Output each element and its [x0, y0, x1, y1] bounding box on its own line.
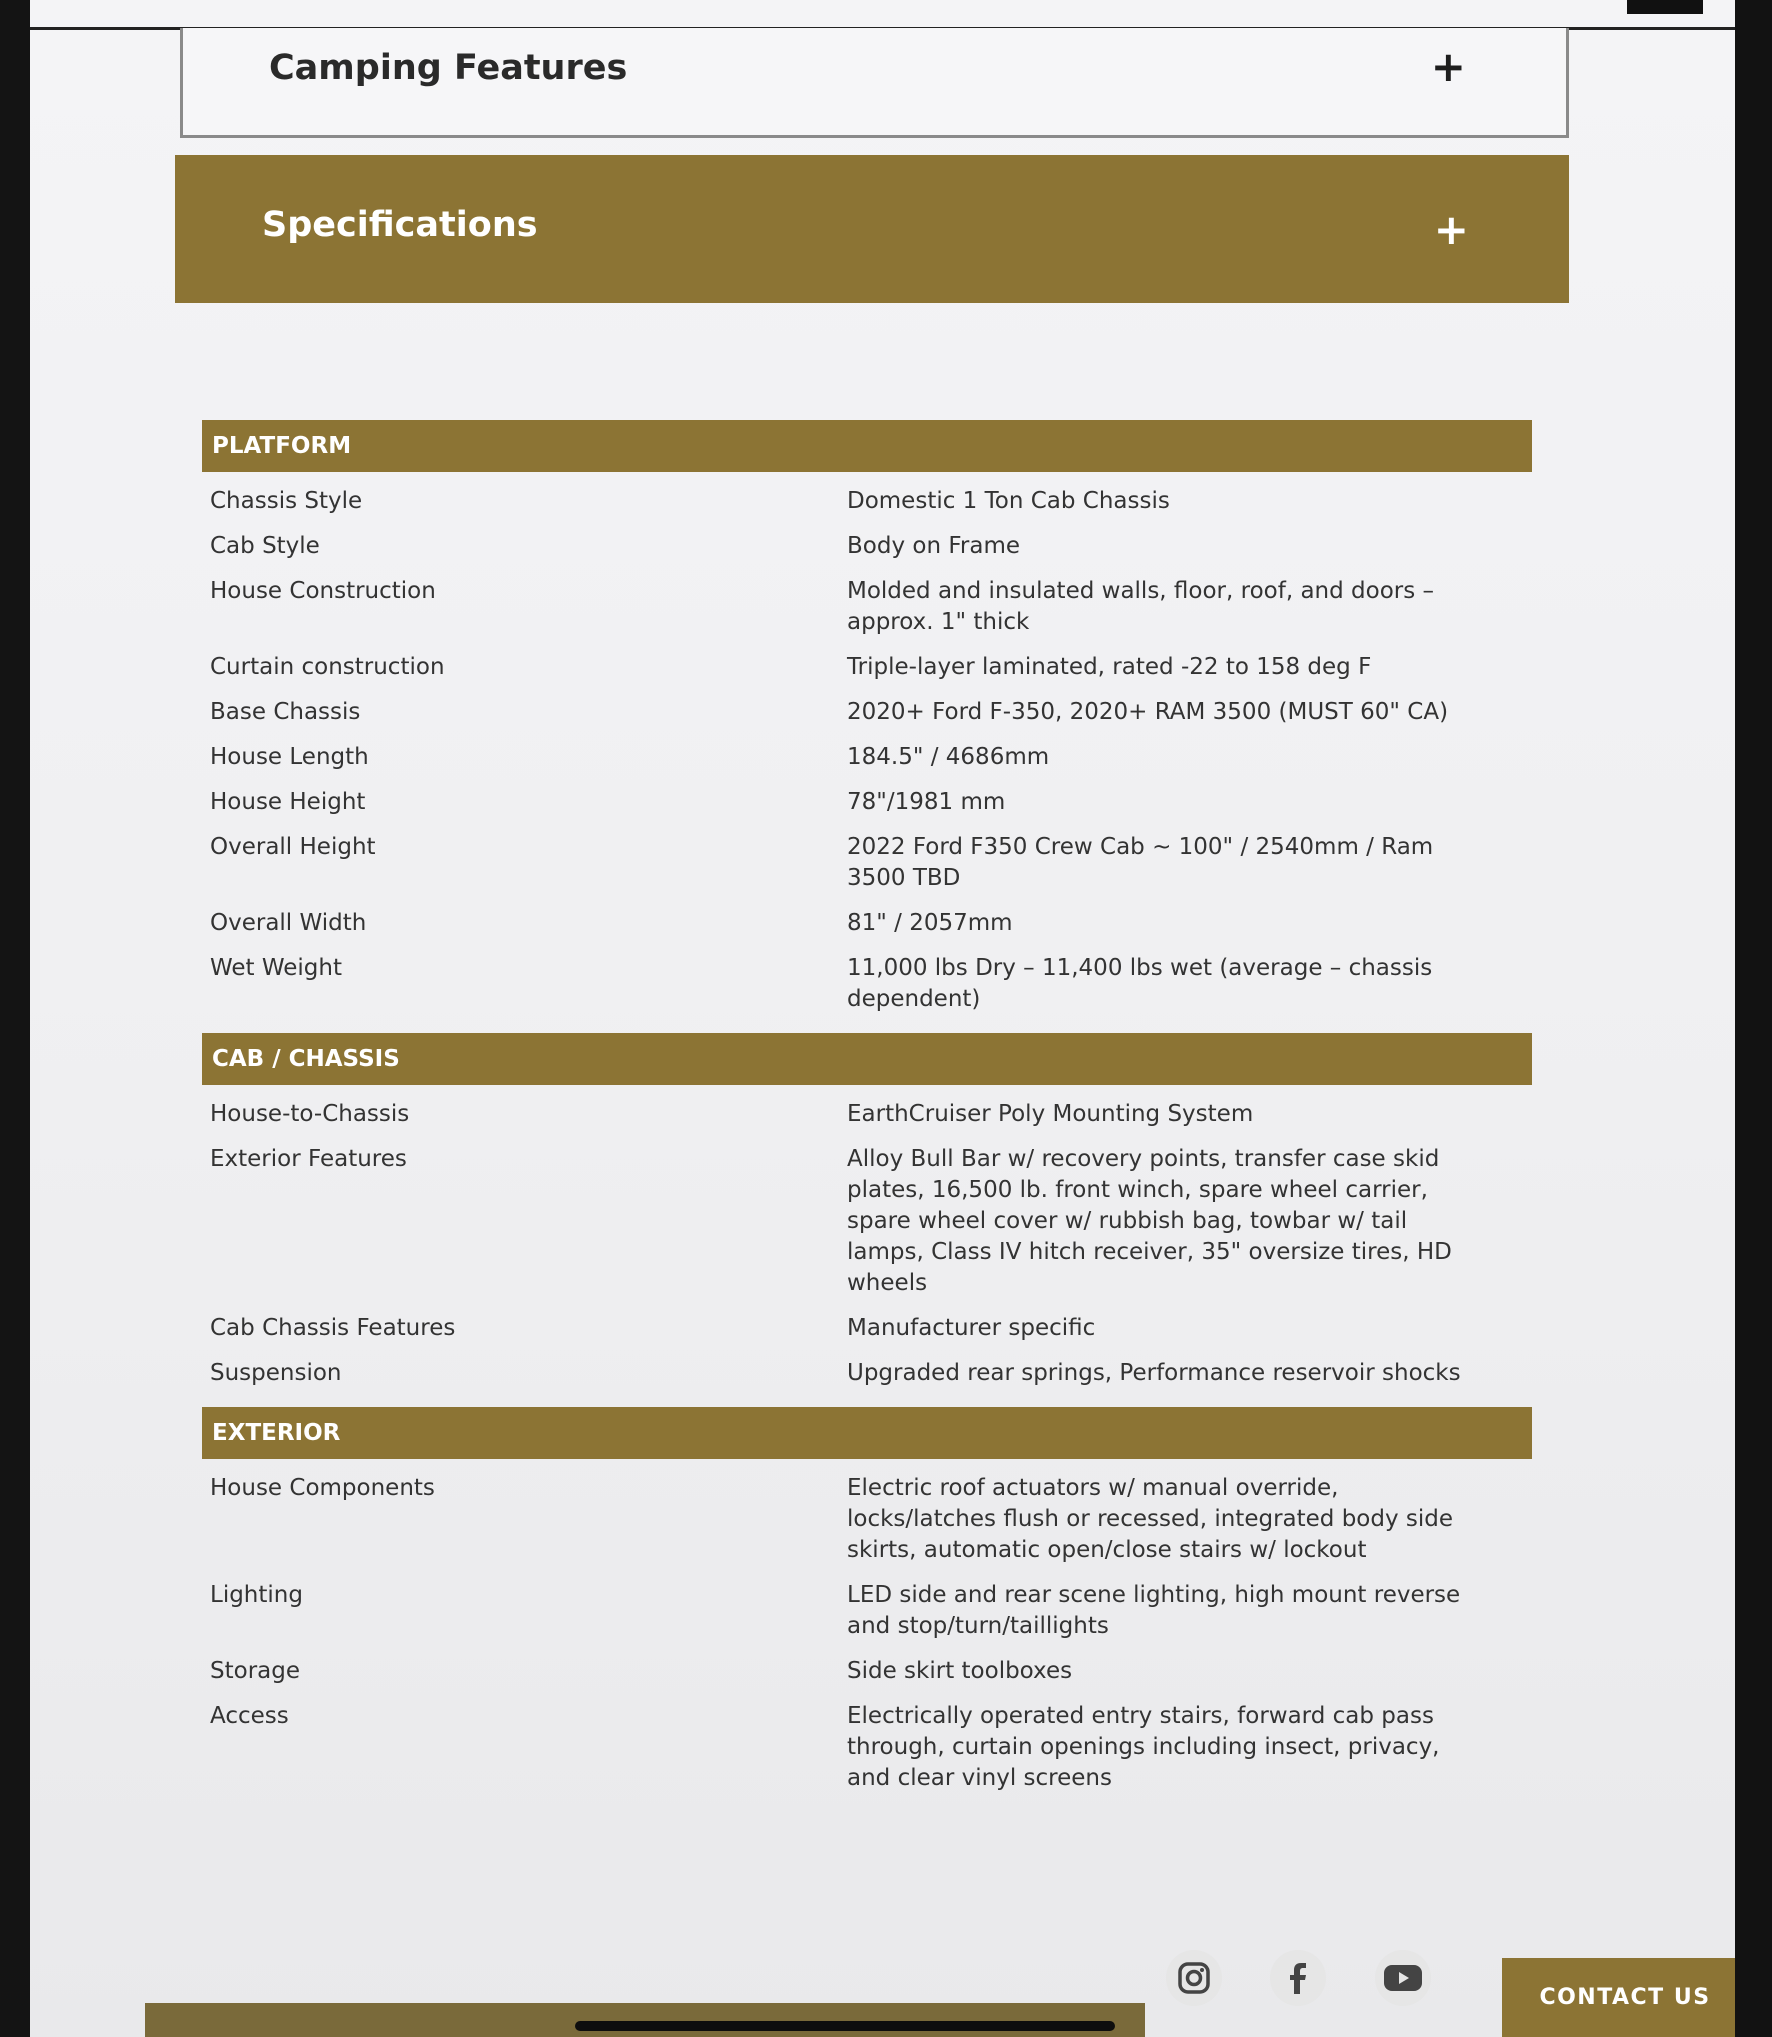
- spec-label: Suspension: [210, 1360, 342, 1386]
- spec-row: [202, 638, 1532, 683]
- spec-row: [202, 1299, 1532, 1344]
- spec-label: House Height: [210, 789, 366, 815]
- spec-label: Overall Height: [210, 834, 376, 860]
- spec-row: [202, 472, 1532, 517]
- spec-row: [202, 728, 1532, 773]
- spec-label: Cab Style: [210, 533, 320, 559]
- spec-value: Alloy Bull Bar w/ recovery points, transfer case skid plates, 16,500 lb. front winch, spare wheel carrier, spare wheel cover w/ rubbish bag, towbar w/ tail lamps, Class IV hitch receiver, 35" oversize tires, HD wheels: [847, 1146, 1452, 1296]
- spec-row: [202, 683, 1532, 728]
- spec-row: [202, 818, 1532, 894]
- spec-value: 2020+ Ford F-350, 2020+ RAM 3500 (MUST 60" CA): [847, 699, 1449, 725]
- spec-label: Overall Width: [210, 910, 367, 936]
- spec-row: [202, 1085, 1532, 1130]
- instagram-icon[interactable]: [1166, 1950, 1222, 2006]
- spec-row: [202, 562, 1532, 638]
- camping-features-accordion[interactable]: [180, 28, 1569, 138]
- spec-label: House Components: [210, 1475, 435, 1501]
- spec-value: Electrically operated entry stairs, forward cab pass through, curtain openings including insect, privacy, and clear vinyl screens: [847, 1703, 1440, 1791]
- spec-value: EarthCruiser Poly Mounting System: [847, 1101, 1254, 1127]
- bottom-accent-strip: [145, 2003, 1145, 2037]
- home-indicator[interactable]: [575, 2021, 1115, 2031]
- spec-value: Manufacturer specific: [847, 1315, 1096, 1341]
- spec-label: Storage: [210, 1658, 300, 1684]
- spec-label: House Construction: [210, 578, 436, 604]
- specifications-title: Specifications: [262, 205, 538, 245]
- spec-label: Curtain construction: [210, 654, 445, 680]
- spec-row: [202, 773, 1532, 818]
- section-header: EXTERIOR: [202, 1407, 1532, 1459]
- spec-label: Wet Weight: [210, 955, 343, 981]
- spec-label: House Length: [210, 744, 369, 770]
- spec-label: Exterior Features: [210, 1146, 407, 1172]
- camping-features-title: Camping Features: [269, 48, 628, 88]
- expand-plus-icon[interactable]: +: [1430, 42, 1466, 91]
- spec-row: [202, 1459, 1532, 1566]
- spec-label: Chassis Style: [210, 488, 363, 514]
- top-corner-block: [1627, 0, 1703, 14]
- spec-value: Electric roof actuators w/ manual override, locks/latches flush or recessed, integrated body side skirts, automatic open/close stairs w/ lockout: [847, 1475, 1454, 1563]
- spec-value: 2022 Ford F350 Crew Cab ~ 100" / 2540mm / Ram 3500 TBD: [847, 834, 1434, 891]
- browser-viewport: [30, 0, 1735, 2037]
- specifications-table: [202, 420, 1532, 1794]
- spec-row: [202, 1687, 1532, 1794]
- spec-value: 78"/1981 mm: [847, 789, 1006, 815]
- spec-value: Side skirt toolboxes: [847, 1658, 1073, 1684]
- youtube-icon[interactable]: [1375, 1950, 1431, 2006]
- spec-value: Triple-layer laminated, rated -22 to 158 deg F: [847, 654, 1372, 680]
- spec-row: [202, 1566, 1532, 1642]
- spec-row: [202, 1642, 1532, 1687]
- spec-value: 184.5" / 4686mm: [847, 744, 1050, 770]
- spec-label: Access: [210, 1703, 289, 1729]
- device-bezel: [1735, 0, 1772, 2037]
- spec-row: [202, 517, 1532, 562]
- expand-plus-icon[interactable]: +: [1433, 205, 1469, 254]
- facebook-icon[interactable]: [1270, 1950, 1326, 2006]
- spec-row: [202, 939, 1532, 1015]
- spec-value: 81" / 2057mm: [847, 910, 1013, 936]
- spec-row: [202, 1344, 1532, 1389]
- spec-value: Molded and insulated walls, floor, roof, and doors – approx. 1" thick: [847, 578, 1435, 635]
- spec-label: House-to-Chassis: [210, 1101, 410, 1127]
- spec-value: Upgraded rear springs, Performance reservoir shocks: [847, 1360, 1461, 1386]
- spec-value: Domestic 1 Ton Cab Chassis: [847, 488, 1170, 514]
- spec-row: [202, 894, 1532, 939]
- section-header: CAB / CHASSIS: [202, 1033, 1532, 1085]
- spec-value: LED side and rear scene lighting, high mount reverse and stop/turn/taillights: [847, 1582, 1461, 1639]
- spec-value: Body on Frame: [847, 533, 1020, 559]
- specifications-accordion[interactable]: [175, 155, 1569, 303]
- spec-row: [202, 1130, 1532, 1299]
- spec-value: 11,000 lbs Dry – 11,400 lbs wet (average – chassis dependent): [847, 955, 1433, 1012]
- section-header: PLATFORM: [202, 420, 1532, 472]
- spec-label: Base Chassis: [210, 699, 361, 725]
- spec-label: Cab Chassis Features: [210, 1315, 456, 1341]
- spec-label: Lighting: [210, 1582, 303, 1608]
- contact-us-button[interactable]: CONTACT US: [1502, 1958, 1748, 2037]
